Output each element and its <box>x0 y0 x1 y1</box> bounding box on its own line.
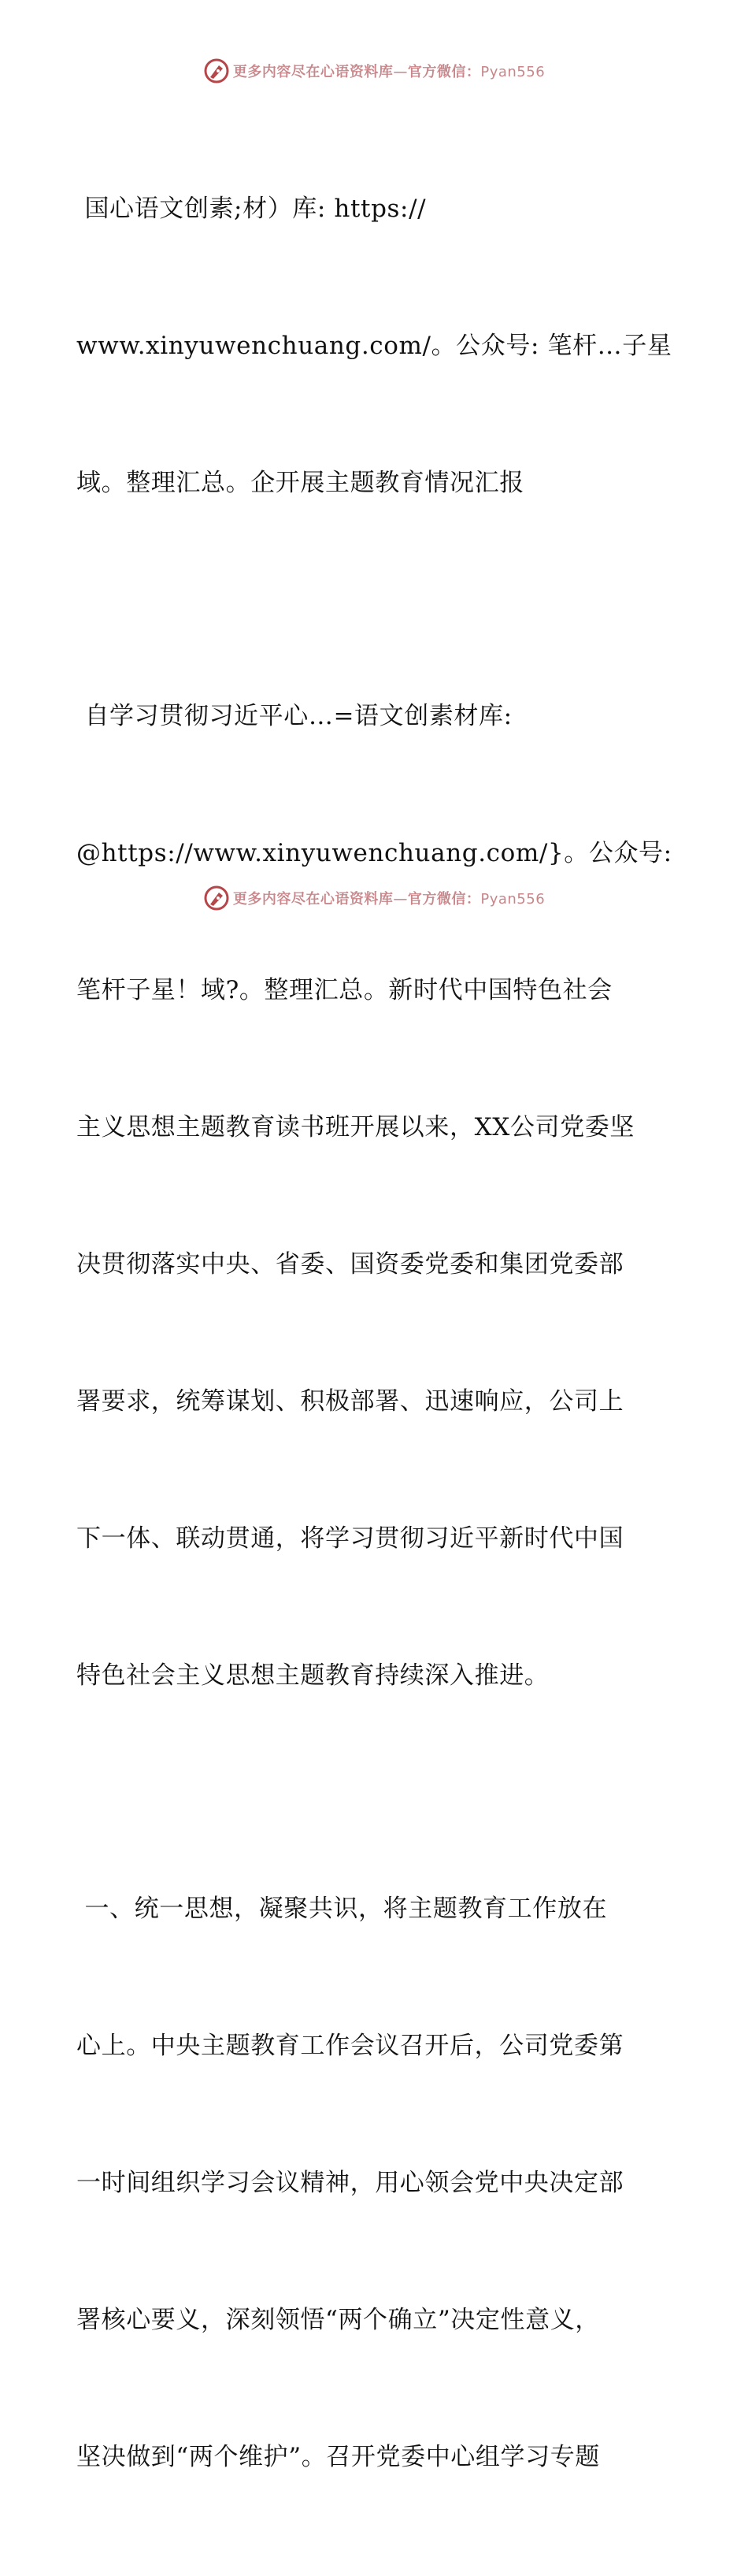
paragraph-2 <box>76 602 675 1790</box>
footer-watermark <box>0 882 748 914</box>
text-line: 署核心要义，深刻领悟“两个确立”决定性意义， <box>76 2306 600 2334</box>
watermark-text: 更多内容尽在心语资料库—官方微信：Pyan556 <box>232 891 546 908</box>
header-watermark <box>0 55 748 87</box>
pen-nib-logo-icon <box>203 58 230 84</box>
text-line: 一、统一思想，凝聚共识，将主题教育工作放在 <box>76 1895 608 1923</box>
text-line: 特色社会主义思想主题教育持续深入推进。 <box>76 1661 550 1690</box>
text-line: 主义思想主题教育读书班开展以来，XX公司党委坚 <box>76 1113 635 1141</box>
paragraph-1 <box>76 95 675 597</box>
watermark-text: 更多内容尽在心语资料库—官方微信：Pyan556 <box>232 64 546 80</box>
text-line: www.xinyuwenchuang.com/。公众号: 笔杆…子星 <box>76 332 672 360</box>
text-line: 坚决做到“两个维护”。召开党委中心组学习专题 <box>76 2443 600 2471</box>
text-line: 决贯彻落实中央、省委、国资委党委和集团党委部 <box>76 1250 624 1279</box>
text-line: 心上。中央主题教育工作会议召开后，公司党委第 <box>76 2032 624 2060</box>
text-line: 域。整理汇总。企开展主题教育情况汇报 <box>76 469 524 497</box>
text-line: @https://www.xinyuwenchuang.com/}。公众号: <box>76 839 672 867</box>
text-line: 一时间组织学习会议精神，用心领会党中央决定部 <box>76 2169 624 2197</box>
document-body <box>76 95 675 2576</box>
text-line: 笔杆子星！域?。整理汇总。新时代中国特色社会 <box>76 976 613 1004</box>
paragraph-3 <box>76 1795 675 2571</box>
text-line: 国心语文创素;材）库: https:// <box>76 195 427 223</box>
pen-nib-logo-icon <box>203 885 230 911</box>
text-line: 署要求，统筹谋划、积极部署、迅速响应，公司上 <box>76 1387 624 1416</box>
text-line: 自学习贯彻习近平心…=语文创素材库: <box>76 702 513 730</box>
text-line: 下一体、联动贯通，将学习贯彻习近平新时代中国 <box>76 1524 624 1553</box>
